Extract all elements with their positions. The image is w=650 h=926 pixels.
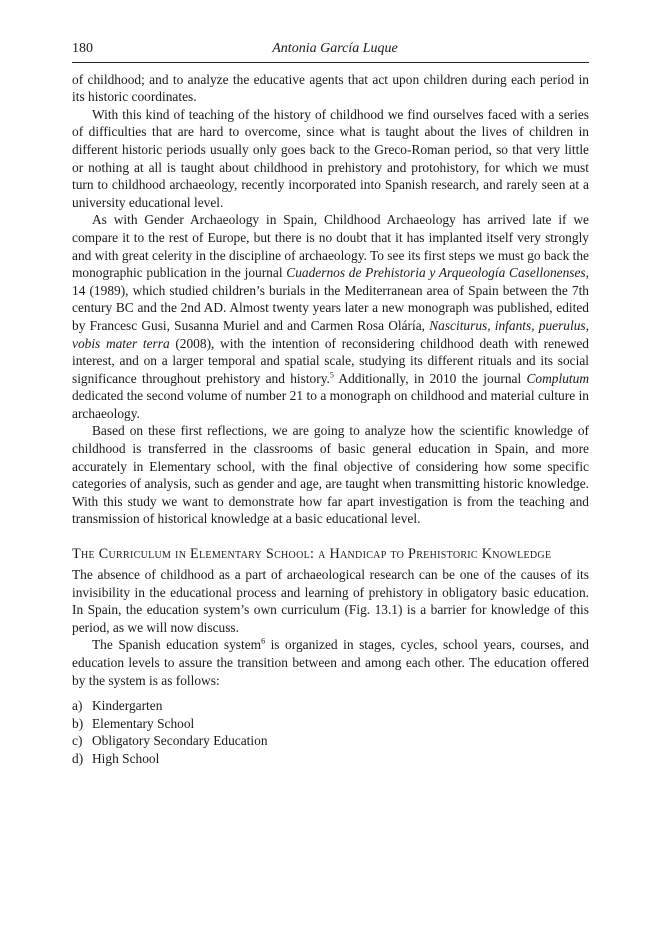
- paragraph-2: With this kind of teaching of the history of childhood we find ourselves faced with a series of difficulties that are hard to overcome, since what is taught about the lives of children in different historic periods usually only goes back to the Greco-Roman period, so that very little or nothing at all is taught about childhood in prehistory and protohistory, for which we must turn to childhood archaeology, recently incorporated into Spanish research, and rarely seen at a university educational level.: [72, 106, 589, 210]
- text-run: The Spanish education system: [92, 637, 262, 653]
- paragraph-6: [72, 636, 589, 689]
- list-item-text: Obligatory Secondary Education: [92, 733, 268, 749]
- text-run: is organized in stages, cycles, school years, courses, and education levels to assure the transition between and among each other. The education offered by the system is as follows:: [72, 637, 589, 688]
- journal-title: Cuadernos de Prehistoria y Arqueología Casellonenses,: [286, 265, 589, 281]
- page-number: 180: [72, 41, 93, 56]
- footnote-marker: 6: [261, 636, 266, 646]
- running-head-author: Antonia García Luque: [272, 41, 398, 56]
- running-header: [72, 40, 589, 63]
- list-item-text: Elementary School: [92, 715, 195, 731]
- paragraph-4: Based on these first reflections, we are going to analyze how the scientific knowledge of childhood is transferred in the classrooms of basic general education in Spain, and more accurately in Elementary school, with the final objective of considering how some specific categories of analysis, such as gender and age, are taught when transmitting historic knowledge. With this study we want to demonstrate how far apart investigation is from the teaching and transmission of historical knowledge at a basic educational level.: [72, 423, 589, 527]
- education-levels-list: [72, 697, 589, 767]
- list-item-text: Kindergarten: [92, 698, 163, 714]
- list-marker: d): [72, 750, 84, 766]
- list-item: [72, 697, 589, 715]
- list-marker: b): [72, 715, 84, 731]
- list-marker: c): [72, 733, 83, 749]
- paragraph-3: [72, 211, 589, 422]
- paragraph-5: The absence of childhood as a part of archaeological research can be one of the causes of its invisibility in the educational process and learning of prehistory in obligatory basic education. In Spain, the education system’s own curriculum (Fig. 13.1) is a barrier for knowledge of this period, as we will now discuss.: [72, 567, 589, 635]
- section-heading: The Curriculum in Elementary School: a Handicap to Prehistoric Knowledge: [72, 546, 552, 563]
- list-item-text: High School: [92, 750, 160, 766]
- paragraph-1: of childhood; and to analyze the educative agents that act upon children during each period in its historic coordinates.: [72, 71, 589, 105]
- list-item: [72, 732, 589, 750]
- list-item: [72, 750, 589, 768]
- list-marker: a): [72, 698, 83, 714]
- text-run: dedicated the second volume of number 21 to a monograph on childhood and material culture in archaeology.: [72, 388, 589, 421]
- text-run: (2008), with the intention of reconsidering childhood death with renewed interest, and on a larger temporal and spatial scale, studying its different rituals and its social significance throughout prehistory and history.: [72, 335, 590, 386]
- text-run: 14 (1989), which studied children’s burials in the Mediterranean area of Spain between the 7th century BC and the 2nd AD. Almost twenty years later a new monograph was published, edited by Francesc Gusi, Susanna Muriel and and Carmen Rosa Oláría,: [72, 282, 589, 333]
- document-page: [72, 40, 589, 768]
- text-run: As with Gender Archaeology in Spain, Childhood Archaeology has arrived late if we compare it to the rest of Europe, but there is no doubt that it has implanted itself very strongly and with great celerity in the discipline of archaeology. To see its first steps we must go back the monographic publication in the journal: [72, 212, 589, 281]
- list-item: [72, 715, 589, 733]
- journal-title: Complutum: [526, 370, 589, 386]
- monograph-title: Nasciturus, infants, puerulus, vobis mater terra: [72, 317, 589, 351]
- footnote-marker: 5: [329, 370, 334, 380]
- text-run: Additionally, in 2010 the journal: [333, 370, 527, 386]
